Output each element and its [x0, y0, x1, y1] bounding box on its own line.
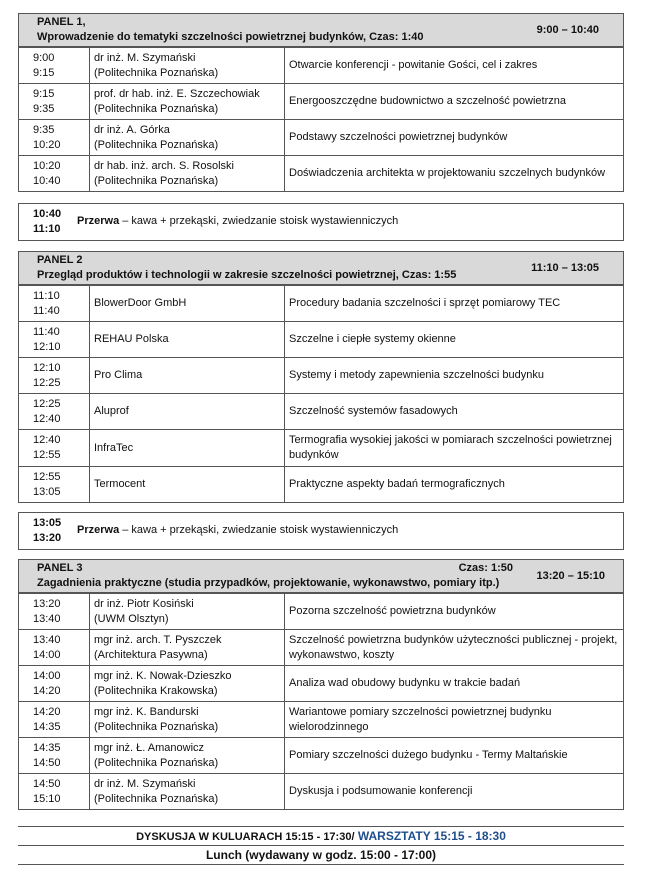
break2-text: – kawa + przekąski, zwiedzanie stoisk wystawienniczych [119, 524, 399, 536]
panel2-time: 11:10 – 13:05 [531, 262, 599, 274]
row-time [19, 774, 90, 810]
row-speaker [90, 84, 285, 120]
row-start-time: 11:40 [33, 325, 60, 338]
schedule-row [19, 358, 624, 394]
break1-end: 11:10 [33, 223, 61, 235]
row-time [19, 738, 90, 774]
speaker-name: dr inż. M. Szymański [94, 777, 196, 790]
speaker-affiliation: (Architektura Pasywna) [94, 648, 208, 661]
row-speaker [90, 358, 285, 394]
speaker-name: prof. dr hab. inż. E. Szczechowiak [94, 87, 260, 100]
speaker-name: InfraTec [94, 441, 134, 454]
schedule-row [19, 702, 624, 738]
speaker-name: mgr inż. K. Bandurski [94, 705, 199, 718]
row-topic: Termografia wysokiej jakości w pomiarach szczelności powietrznej budynków [285, 430, 624, 467]
row-start-time: 14:00 [33, 669, 61, 682]
panel2-title: Przegląd produktów i technologii w zakresie szczelności powietrznej, Czas: 1:55 [37, 269, 457, 281]
footer-discussion [18, 826, 624, 845]
speaker-affiliation: (UWM Olsztyn) [94, 612, 169, 625]
row-topic: Szczelność systemów fasadowych [285, 394, 624, 430]
row-end-time: 14:35 [33, 720, 61, 733]
schedule-row [19, 774, 624, 810]
panel1-label: PANEL 1, [37, 16, 86, 28]
row-end-time: 12:55 [33, 449, 61, 461]
row-speaker [90, 774, 285, 810]
break1-bold: Przerwa [77, 215, 120, 227]
row-speaker [90, 738, 285, 774]
speaker-name: dr hab. inż. arch. S. Rosolski [94, 159, 235, 172]
row-time [19, 430, 90, 467]
break2-end: 13:20 [33, 532, 62, 544]
speaker-name: BlowerDoor GmbH [94, 297, 187, 309]
schedule-row [19, 594, 624, 630]
row-time [19, 156, 90, 192]
row-end-time: 9:15 [33, 66, 55, 79]
panel2-label: PANEL 2 [37, 254, 83, 266]
break1-text: – kawa + przekąski, zwiedzanie stoisk wystawienniczych [119, 215, 399, 227]
row-time [19, 702, 90, 738]
row-start-time: 13:20 [33, 597, 61, 610]
row-topic: Procedury badania szczelności i sprzęt pomiarowy TEC [285, 286, 624, 322]
row-speaker [90, 156, 285, 192]
row-speaker [90, 286, 285, 322]
panel3-header [18, 559, 624, 593]
panel2-header [18, 251, 624, 285]
row-end-time: 13:40 [33, 612, 61, 625]
speaker-affiliation: (Politechnika Poznańska) [94, 66, 219, 79]
schedule-row [19, 156, 624, 192]
row-speaker [90, 594, 285, 630]
row-time [19, 48, 90, 84]
row-time [19, 394, 90, 430]
row-topic: Systemy i metody zapewnienia szczelności budynku [285, 358, 624, 394]
speaker-affiliation: (Politechnika Krakowska) [94, 684, 218, 697]
row-speaker [90, 467, 285, 503]
row-topic: Doświadczenia architekta w projektowaniu szczelnych budynków [285, 156, 624, 192]
row-end-time: 10:20 [33, 138, 61, 151]
break2 [18, 512, 624, 550]
panel3-czas: Czas: 1:50 [458, 562, 513, 574]
row-time [19, 358, 90, 394]
row-time [19, 666, 90, 702]
row-end-time: 9:35 [33, 102, 55, 115]
row-end-time: 14:20 [33, 684, 61, 697]
row-time [19, 630, 90, 666]
speaker-name: Termocent [94, 478, 146, 490]
row-start-time: 12:40 [33, 434, 61, 446]
row-time [19, 120, 90, 156]
speaker-name: mgr inż. Ł. Amanowicz [94, 741, 205, 754]
row-start-time: 12:55 [33, 470, 61, 483]
speaker-affiliation: (Politechnika Poznańska) [94, 720, 219, 733]
row-start-time: 14:20 [33, 705, 61, 718]
break2-bold: Przerwa [77, 524, 120, 536]
panel1-time: 9:00 – 10:40 [536, 24, 599, 36]
row-time [19, 467, 90, 503]
row-topic: Pomiary szczelności dużego budynku - Termy Maltańskie [285, 738, 624, 774]
row-start-time: 12:25 [33, 397, 61, 410]
schedule-row [19, 430, 624, 467]
row-topic: Analiza wad obudowy budynku w trakcie badań [285, 666, 624, 702]
row-time [19, 594, 90, 630]
schedule-row [19, 630, 624, 666]
row-start-time: 9:15 [33, 87, 55, 100]
row-time [19, 322, 90, 358]
panel3-table [18, 593, 624, 810]
panel3-label: PANEL 3 [37, 562, 83, 574]
break2-time [33, 516, 61, 546]
row-end-time: 11:40 [33, 304, 60, 317]
row-time [19, 286, 90, 322]
footer-discussion-text: DYSKUSJA W KULUARACH 15:15 - 17:30/ [136, 831, 355, 843]
panel1-table [18, 47, 624, 192]
row-speaker [90, 666, 285, 702]
row-speaker [90, 702, 285, 738]
row-start-time: 12:10 [33, 361, 61, 374]
schedule-row [19, 48, 624, 84]
panel1-title: Wprowadzenie do tematyki szczelności powietrznej budynków, Czas: 1:40 [37, 31, 424, 43]
panel3-title: Zagadnienia praktyczne (studia przypadków, projektowanie, wykonawstwo, pomiary itp.) [37, 577, 500, 589]
speaker-name: REHAU Polska [94, 333, 169, 345]
speaker-name: dr inż. Piotr Kosiński [94, 597, 194, 610]
speaker-affiliation: (Politechnika Poznańska) [94, 756, 219, 769]
row-topic: Podstawy szczelności powietrznej budynków [285, 120, 624, 156]
row-start-time: 9:00 [33, 51, 55, 64]
row-speaker [90, 120, 285, 156]
row-start-time: 14:35 [33, 741, 61, 754]
row-topic: Szczelne i ciepłe systemy okienne [285, 322, 624, 358]
schedule-row [19, 738, 624, 774]
row-start-time: 11:10 [33, 289, 60, 302]
row-topic: Praktyczne aspekty badań termograficznych [285, 467, 624, 503]
panel3-time: 13:20 – 15:10 [536, 570, 605, 582]
row-topic: Dyskusja i podsumowanie konferencji [285, 774, 624, 810]
footer-lunch: Lunch (wydawany w godz. 15:00 - 17:00) [18, 845, 624, 865]
row-end-time: 13:05 [33, 485, 61, 498]
row-end-time: 14:00 [33, 648, 61, 661]
row-end-time: 10:40 [33, 174, 61, 187]
schedule-row [19, 322, 624, 358]
row-speaker [90, 394, 285, 430]
break1-time [33, 207, 61, 237]
row-speaker [90, 630, 285, 666]
schedule-row [19, 394, 624, 430]
row-start-time: 14:50 [33, 777, 61, 790]
row-topic: Otwarcie konferencji - powitanie Gości, cel i zakres [285, 48, 624, 84]
speaker-name: mgr inż. arch. T. Pyszczek [94, 633, 222, 646]
speaker-affiliation: (Politechnika Poznańska) [94, 138, 219, 151]
row-end-time: 12:10 [33, 340, 61, 353]
speaker-name: Pro Clima [94, 369, 143, 381]
speaker-name: dr inż. M. Szymański [94, 51, 196, 64]
row-topic: Energooszczędne budownictwo a szczelność powietrzna [285, 84, 624, 120]
row-speaker [90, 48, 285, 84]
row-end-time: 14:50 [33, 756, 61, 769]
speaker-affiliation: (Politechnika Poznańska) [94, 792, 219, 805]
schedule-row [19, 286, 624, 322]
break1 [18, 203, 624, 241]
row-topic: Wariantowe pomiary szczelności powietrznej budynku wielorodzinnego [285, 702, 624, 738]
speaker-affiliation: (Politechnika Poznańska) [94, 174, 219, 187]
row-end-time: 12:25 [33, 376, 61, 389]
panel2-table [18, 285, 624, 503]
break2-start: 13:05 [33, 517, 62, 529]
schedule-row [19, 666, 624, 702]
break2-label [77, 524, 398, 536]
row-speaker [90, 322, 285, 358]
row-time [19, 84, 90, 120]
speaker-name: dr inż. A. Górka [94, 123, 170, 136]
row-topic: Pozorna szczelność powietrzna budynków [285, 594, 624, 630]
row-end-time: 12:40 [33, 412, 61, 425]
schedule-row [19, 467, 624, 503]
break1-start: 10:40 [33, 208, 62, 220]
footer-workshops-text: WARSZTATY 15:15 - 18:30 [354, 829, 506, 843]
row-start-time: 10:20 [33, 159, 61, 172]
row-topic: Szczelność powietrzna budynków użyteczności publicznej - projekt, wykonawstwo, koszty [285, 630, 624, 666]
speaker-affiliation: (Politechnika Poznańska) [94, 102, 219, 115]
row-start-time: 13:40 [33, 633, 61, 646]
speaker-name: mgr inż. K. Nowak-Dzieszko [94, 669, 232, 682]
schedule-row [19, 84, 624, 120]
schedule-row [19, 120, 624, 156]
panel1-header [18, 13, 624, 47]
row-end-time: 15:10 [33, 792, 61, 805]
row-start-time: 9:35 [33, 123, 55, 136]
row-speaker [90, 430, 285, 467]
break1-label [77, 215, 398, 227]
speaker-name: Aluprof [94, 405, 129, 417]
